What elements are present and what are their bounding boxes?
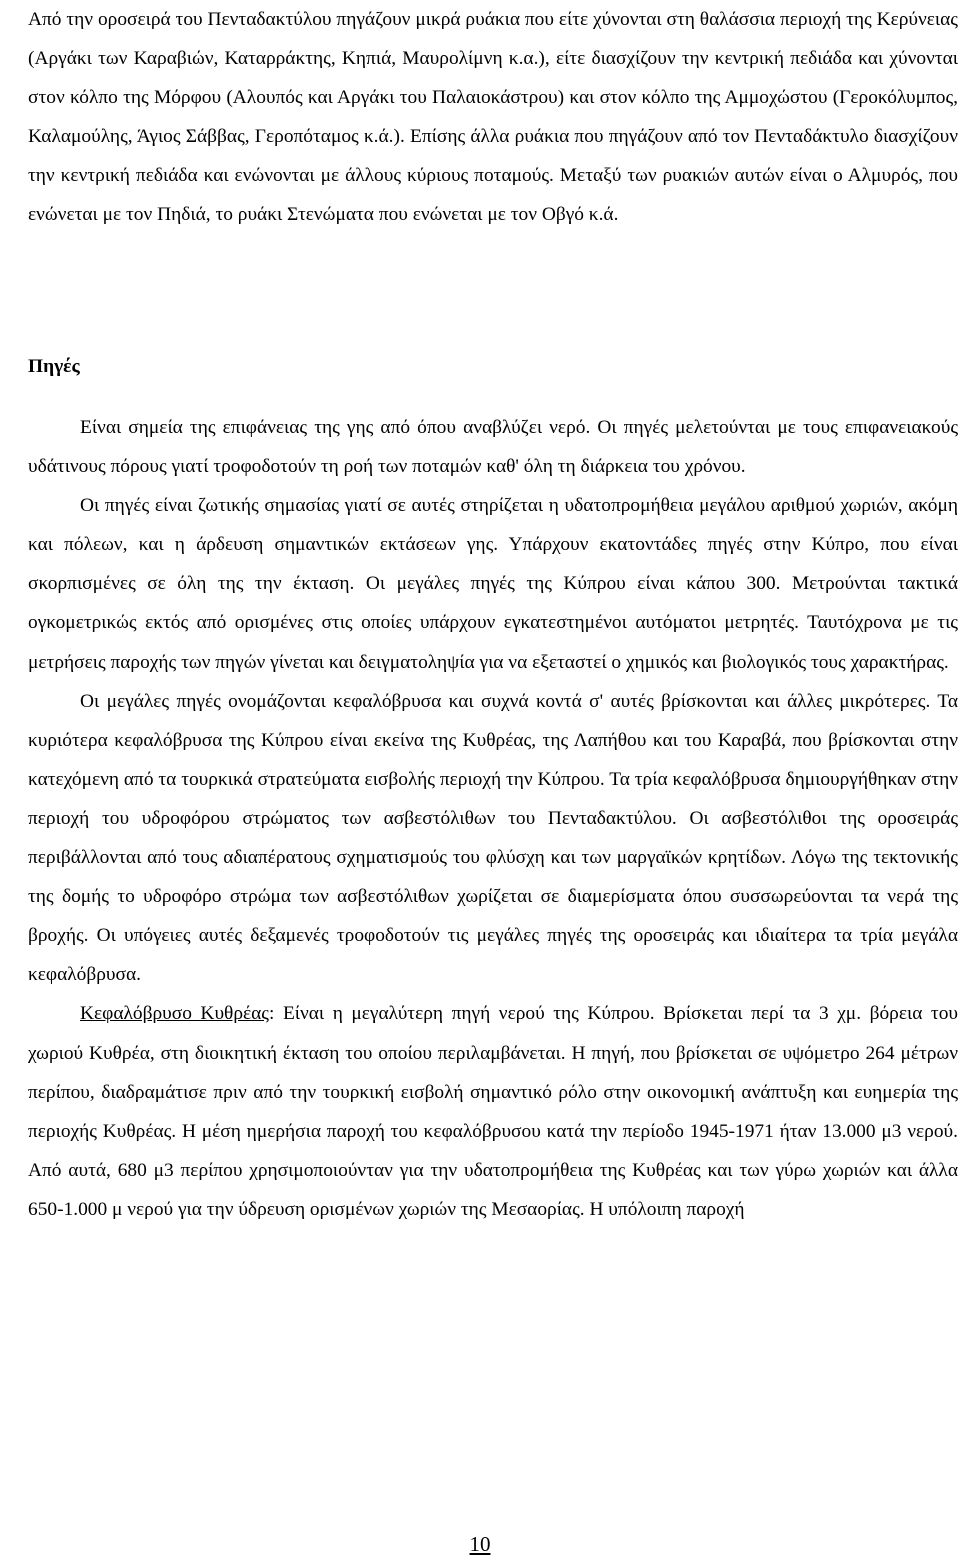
kythrea-text: : Είναι η μεγαλύτερη πηγή νερού της Κύπρου. Βρίσκεται περί τα 3 χμ. βόρεια του χωριού Κυθρέα, στη διοικητική έκταση του οποίου περιλαμβάνεται. Η πηγή, που βρίσκεται σε υψόμετρο 264 μέτρων περίπου, διαδραμάτισε πριν από την τουρκική εισβολή σημαντικό ρόλο στην οικονομική ανάπτυξη και ευημερία της περιοχής Κυθρέας. Η μέση ημερήσια παροχή του κεφαλόβρυσου κατά την περίοδο 1945-1971 ήταν 13.000 μ3 νερού. Από αυτά, 680 μ3 περίπου χρησιμοποιούνταν για την υδατοπρομήθεια της Κυθρέας και των γύρω χωριών και άλλα 650-1.000 μ νερού για την ύδρευση ορισμένων χωριών της Μεσαορίας. Η υπόλοιπη παροχή <box>28 1003 959 1220</box>
body-paragraph: Οι πηγές είναι ζωτικής σημασίας γιατί σε αυτές στηρίζεται η υδατοπρομήθεια μεγάλου αριθμού χωριών, ακόμη και πόλεων, και η άρδευση σημαντικών εκτάσεων γης. Υπάρχουν εκατοντάδες πηγές στην Κύπρο, που είναι σκορπισμένες σε όλη της την έκταση. Οι μεγάλες πηγές της Κύπρου είναι κάπου 300. Μετρούνται τακτικά ογκομετρικώς εκτός από ορισμένες στις οποίες υπάρχουν εγκατεστημένοι αυτόματοι μετρητές. Ταυτόχρονα με τις μετρήσεις παροχής των πηγών γίνεται και δειγματοληψία για να εξεταστεί ο χημικός και βιολογικός τους χαρακτήρας. <box>28 495 958 673</box>
kythrea-label: Κεφαλόβρυσο Κυθρέας <box>80 1003 269 1025</box>
page-number: 10 <box>469 1532 491 1556</box>
section-heading: Πηγές <box>28 356 80 377</box>
body-paragraph: Είναι σημεία της επιφάνειας της γης από όπου αναβλύζει νερό. Οι πηγές μελετούνται με τους επιφανειακούς υδάτινους πόρους γιατί τροφοδοτούν τη ροή των ποταμών καθ' όλη τη διάρκεια του χρόνου. <box>28 417 958 478</box>
kythrea-paragraph <box>28 994 958 1229</box>
body-paragraph: Οι μεγάλες πηγές ονομάζονται κεφαλόβρυσα και συχνά κοντά σ' αυτές βρίσκονται και άλλες μικρότερες. Τα κυριότερα κεφαλόβρυσα της Κύπρου είναι εκείνα της Κυθρέας, της Λαπήθου και του Καραβά, που βρίσκονται στην κατεχόμενη από τα τουρκικά στρατεύματα εισβολής περιοχή την Κύπρου. Τα τρία κεφαλόβρυσα δημιουργήθηκαν στην περιοχή του υδροφόρου στρώματος των ασβεστόλιθων του Πενταδακτύλου. Οι ασβεστόλιθοι της οροσειράς περιβάλλονται από τους αδιαπέρατους σχηματισμούς του φλύσχη και των μαργαϊκών κρητίδων. Λόγω της τεκτονικής της δομής το υδροφόρο στρώμα των ασβεστόλιθων χωρίζεται σε διαμερίσματα όπου συσσωρεύονται τα νερά της βροχής. Οι υπόγειες αυτές δεξαμενές τροφοδοτούν τις μεγάλες πηγές της οροσειράς και ιδιαίτερα τα τρία μεγάλα κεφαλόβρυσα. <box>28 690 958 986</box>
document-page <box>28 0 959 1220</box>
intro-paragraph: Από την οροσειρά του Πενταδακτύλου πηγάζουν μικρά ρυάκια που είτε χύνονται στη θαλάσσια περιοχή της Κερύνειας (Αργάκι των Καραβιών, Καταρράκτης, Κηπιά, Μαυρολίμνη κ.α.), είτε διασχίζουν την κεντρική πεδιάδα και χύνονται στον κόλπο της Μόρφου (Αλουπός και Αργάκι του Παλαιοκάστρου) και στον κόλπο της Αμμοχώστου (Γεροκόλυμπος, Καλαμούλης, Άγιος Σάββας, Γεροπόταμος κ.ά.). Επίσης άλλα ρυάκια που πηγάζουν από τον Πενταδάκτυλο διασχίζουν την κεντρική πεδιάδα και ενώνονται με άλλους κύριους ποταμούς. Μεταξύ των ρυακιών αυτών είναι ο Αλμυρός, που ενώνεται με τον Πηδιά, το ρυάκι Στενώματα που ενώνεται με τον Οβγό κ.ά. <box>28 9 958 226</box>
section-body <box>28 408 958 1229</box>
